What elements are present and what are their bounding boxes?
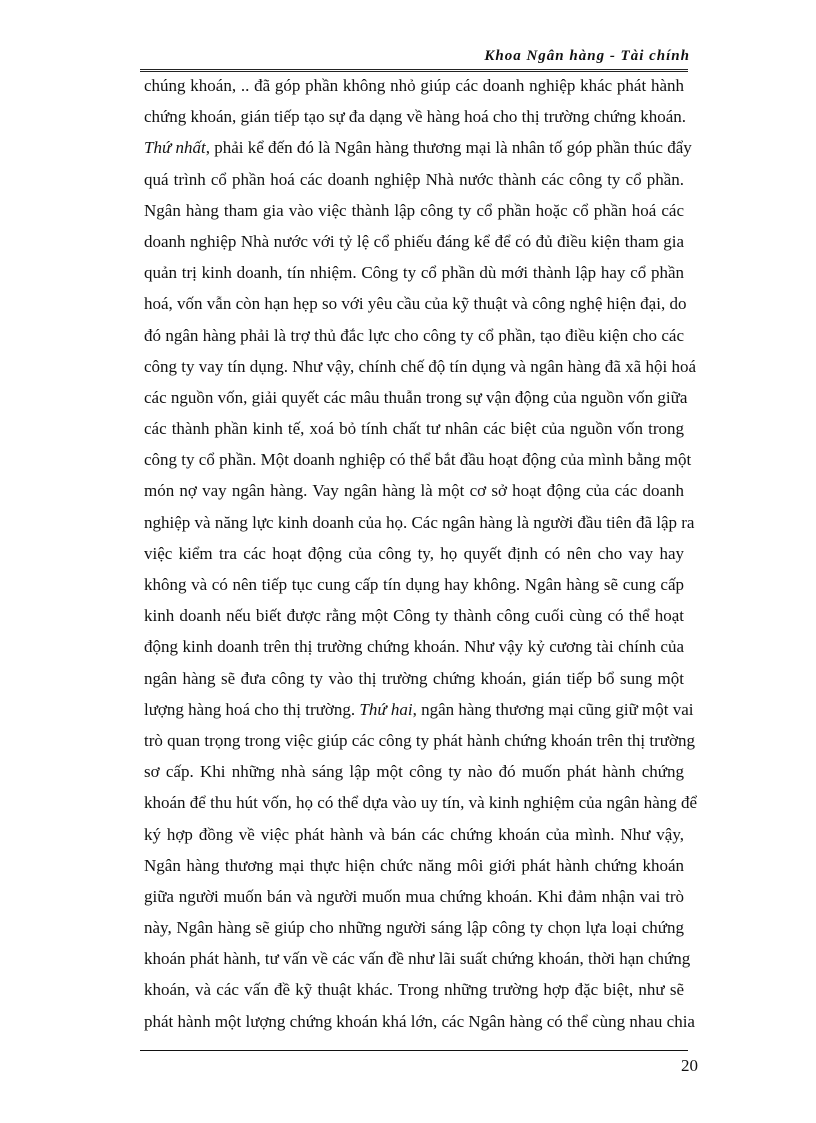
text-line: doanh nghiệp Nhà nước với tỷ lệ cổ phiếu đáng kể để có đủ điều kiện tham gia: [144, 231, 684, 251]
text-line: công ty cổ phần. Một doanh nghiệp có thể bắt đầu hoạt động của mình bằng một: [144, 450, 692, 470]
text-line: khoán phát hành, tư vấn về các vấn đề như lãi suất chứng khoán, thời hạn chứng: [144, 949, 691, 969]
text-line: quản trị kinh doanh, tín nhiệm. Công ty cổ phần dù mới thành lập hay cổ phần: [144, 263, 684, 283]
text-line: Ngân hàng tham gia vào việc thành lập công ty cổ phần hoặc cổ phần hoá các: [144, 200, 684, 220]
text-line: ngân hàng sẽ đưa công ty vào thị trường chứng khoán, gián tiếp bổ sung một: [144, 668, 684, 688]
text-line: công ty vay tín dụng. Như vậy, chính chế độ tín dụng và ngân hàng đã xã hội hoá: [144, 356, 696, 376]
text-line: lượng hàng hoá cho thị trường. Thứ hai, ngân hàng thương mại cũng giữ một vai: [144, 699, 694, 719]
text-line: ký hợp đồng về việc phát hành và bán các chứng khoán của mình. Như vậy,: [144, 824, 684, 844]
text-line: chúng khoán, .. đã góp phần không nhỏ giúp các doanh nghiệp khác phát hành: [144, 76, 684, 95]
text-line: sơ cấp. Khi những nhà sáng lập một công ty nào đó muốn phát hành chứng: [144, 762, 684, 782]
text-line: không và có nên tiếp tục cung cấp tín dụng hay không. Ngân hàng sẽ cung cấp: [144, 575, 684, 594]
italic-lead: Thứ hai: [359, 699, 413, 719]
text-line: kinh doanh nếu biết được rằng một Công ty thành công cuối cùng có thể hoạt: [144, 606, 684, 626]
italic-lead: Thứ nhất: [144, 138, 206, 158]
footer-rule: [140, 1050, 688, 1051]
text-line: giữa người muốn bán và người muốn mua chứng khoán. Khi đảm nhận vai trò: [144, 886, 684, 906]
text-line: khoán, và các vấn đề kỹ thuật khác. Trong những trường hợp đặc biệt, như sẽ: [144, 980, 684, 1000]
text-line: chứng khoán, gián tiếp tạo sự đa dạng về hàng hoá cho thị trường chứng khoán.: [144, 107, 687, 127]
text-line: động kinh doanh trên thị trường chứng khoán. Như vậy kỷ cương tài chính của: [144, 637, 684, 657]
text-line: này, Ngân hàng sẽ giúp cho những người sáng lập công ty chọn lựa loại chứng: [144, 918, 684, 938]
text-line: các nguồn vốn, giải quyết các mâu thuẫn trong sự vận động của nguồn vốn giữa: [144, 387, 688, 407]
text-line: hoá, vốn vẫn còn hạn hẹp so với yêu cầu của kỹ thuật và công nghệ hiện đại, do: [144, 294, 687, 314]
body-text: [144, 70, 698, 1037]
text-line: Ngân hàng thương mại thực hiện chức năng môi giới phát hành chứng khoán: [144, 855, 684, 875]
text-line: Thứ nhất, phải kể đến đó là Ngân hàng thương mại là nhân tố góp phần thúc đẩy: [144, 138, 692, 158]
text-line: việc kiểm tra các hoạt động của công ty, họ quyết định có nên cho vay hay: [144, 543, 684, 563]
text-line: món nợ vay ngân hàng. Vay ngân hàng là một cơ sở hoạt động của các doanh: [144, 481, 684, 501]
text-line: nghiệp và năng lực kinh doanh của họ. Các ngân hàng là người đầu tiên đã lập ra: [144, 512, 695, 532]
text-line: đó ngân hàng phải là trợ thủ đắc lực cho công ty cổ phần, tạo điều kiện cho các: [144, 325, 684, 345]
text-line: quá trình cổ phần hoá các doanh nghiệp Nhà nước thành các công ty cổ phần.: [144, 169, 684, 189]
text-line: các thành phần kinh tế, xoá bỏ tính chất tư nhân các biệt của nguồn vốn trong: [144, 419, 684, 439]
page-number: 20: [681, 1056, 698, 1075]
running-header: Khoa Ngân hàng - Tài chính: [484, 48, 690, 64]
text-line: khoán để thu hút vốn, họ có thể dựa vào uy tín, và kinh nghiệm của ngân hàng để: [144, 793, 698, 813]
text-line: trò quan trọng trong việc giúp các công ty phát hành chứng khoán trên thị trường: [144, 730, 695, 750]
text-line: phát hành một lượng chứng khoán khá lớn, các Ngân hàng có thể cùng nhau chia: [144, 1011, 695, 1031]
